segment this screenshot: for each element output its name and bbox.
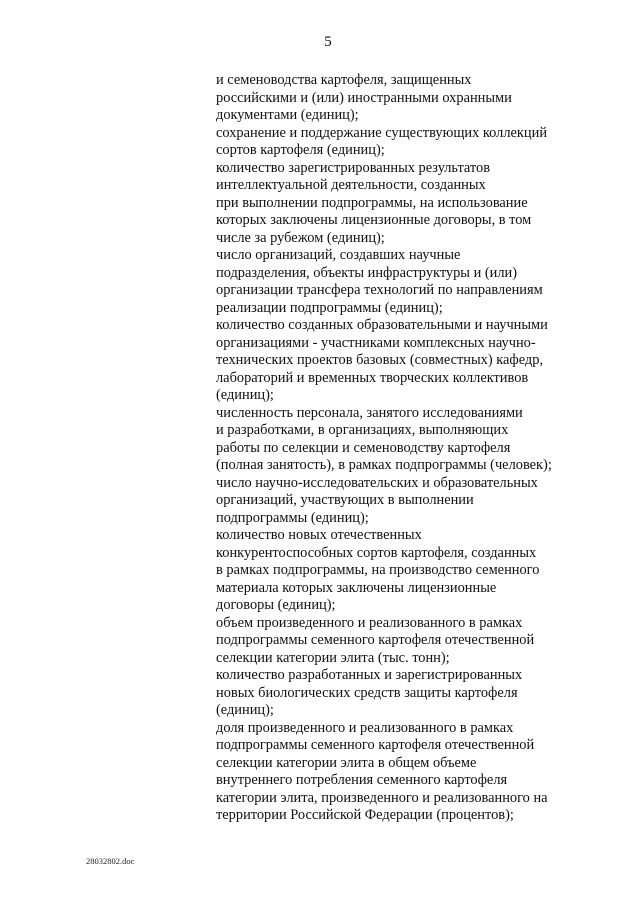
footer-filename: 28032802.doc bbox=[86, 856, 135, 866]
text-line: (единиц); bbox=[216, 702, 274, 718]
text-line: организации трансфера технологий по направлениям bbox=[216, 282, 543, 298]
text-line: подпрограммы семенного картофеля отечественной bbox=[216, 632, 535, 648]
text-line: технических проектов базовых (совместных) кафедр, bbox=[216, 352, 544, 368]
text-line: материала которых заключены лицензионные bbox=[216, 579, 497, 596]
text-line: категории элита, произведенного и реализованного на bbox=[216, 789, 548, 806]
text-line: внутреннего потребления семенного картофеля bbox=[216, 772, 508, 788]
text-line: количество зарегистрированных результатов bbox=[216, 159, 491, 176]
text-line: лабораторий и временных творческих коллективов bbox=[216, 369, 529, 386]
text-line: селекции категории элита (тыс. тонн); bbox=[216, 649, 450, 666]
text-line: сортов картофеля (единиц); bbox=[216, 142, 385, 158]
document-body-text bbox=[216, 72, 596, 825]
text-line: работы по селекции и семеноводству картофеля bbox=[216, 439, 511, 456]
text-line: число научно-исследовательских и образовательных bbox=[216, 474, 538, 491]
text-line: (полная занятость), в рамках подпрограммы (человек); bbox=[216, 457, 552, 473]
text-line: территории Российской Федерации (процентов); bbox=[216, 807, 514, 823]
text-line: количество новых отечественных bbox=[216, 527, 422, 543]
text-line: (единиц); bbox=[216, 387, 274, 403]
text-line: организациями - участниками комплексных научно- bbox=[216, 334, 536, 351]
text-line: договоры (единиц); bbox=[216, 597, 336, 613]
text-line: числе за рубежом (единиц); bbox=[216, 229, 385, 246]
text-line: документами (единиц); bbox=[216, 107, 359, 123]
page-number: 5 bbox=[324, 34, 332, 50]
text-line: и семеноводства картофеля, защищенных bbox=[216, 72, 472, 88]
text-line: объем произведенного и реализованного в рамках bbox=[216, 614, 523, 631]
text-line: доля произведенного и реализованного в рамках bbox=[216, 719, 514, 736]
text-line: организаций, участвующих в выполнении bbox=[216, 492, 474, 508]
text-line: подпрограммы (единиц); bbox=[216, 509, 369, 526]
text-line: количество созданных образовательными и научными bbox=[216, 317, 548, 333]
text-line: селекции категории элита в общем объеме bbox=[216, 754, 477, 771]
text-line: которых заключены лицензионные договоры, в том bbox=[216, 212, 532, 228]
text-line: подразделения, объекты инфраструктуры и (или) bbox=[216, 264, 518, 281]
text-line: подпрограммы семенного картофеля отечественной bbox=[216, 737, 535, 753]
text-line: сохранение и поддержание существующих коллекций bbox=[216, 124, 548, 141]
text-line: количество разработанных и зарегистрированных bbox=[216, 667, 523, 683]
text-line: при выполнении подпрограммы, на использование bbox=[216, 194, 528, 211]
text-line: реализации подпрограммы (единиц); bbox=[216, 299, 443, 316]
text-line: российскими и (или) иностранными охранными bbox=[216, 89, 512, 106]
text-line: интеллектуальной деятельности, созданных bbox=[216, 177, 486, 193]
text-line: число организаций, создавших научные bbox=[216, 247, 461, 263]
text-line: численность персонала, занятого исследованиями bbox=[216, 404, 523, 421]
text-line: конкурентоспособных сортов картофеля, созданных bbox=[216, 544, 537, 561]
text-line: новых биологических средств защиты картофеля bbox=[216, 684, 518, 701]
text-line: и разработками, в организациях, выполняющих bbox=[216, 422, 509, 438]
text-line: в рамках подпрограммы, на производство семенного bbox=[216, 562, 540, 578]
